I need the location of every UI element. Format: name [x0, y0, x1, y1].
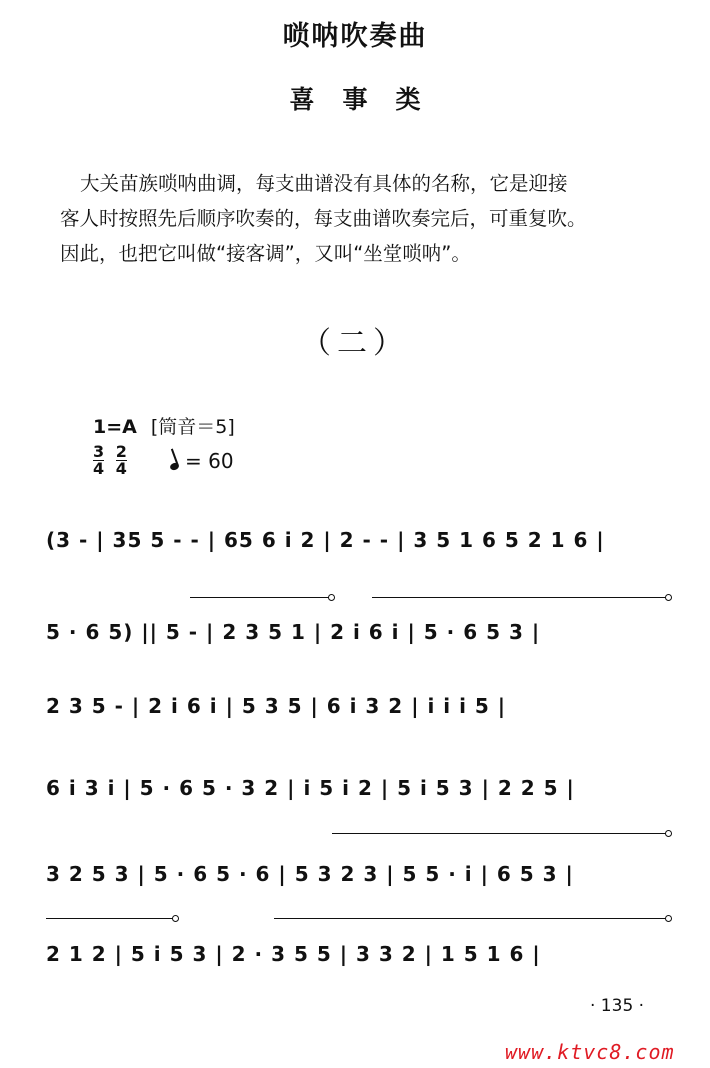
key-label: 1=A — [93, 416, 137, 438]
intro-paragraph — [60, 166, 680, 271]
quarter-note-icon — [169, 462, 180, 472]
time-signature: $\frac{3}{4}$ — [93, 442, 105, 478]
tempo-marking — [170, 449, 234, 473]
tuning-label: [筒音＝5] — [150, 416, 235, 438]
watermark: www.ktvc8.com — [505, 1040, 675, 1064]
score-line: 6 i 3 i | 5 · 6 5 · 3 2 | i 5 i 2 | 5 i 5 3 | 2 2 5 | — [46, 776, 575, 800]
score-line: 5 · 6 5) || 5 - | 2 3 5 1 | 2 i 6 i | 5 · 6 5 3 | — [46, 620, 541, 644]
time-signatures — [93, 444, 133, 477]
section-heading: （二） — [301, 326, 409, 361]
page-subtitle: 喜事类 — [289, 85, 449, 114]
score-line: 3 2 5 3 | 5 · 6 5 · 6 | 5 3 2 3 | 5 5 · i | 6 5 3 | — [46, 862, 574, 886]
slur-mark — [372, 597, 667, 598]
key-signature — [93, 412, 235, 439]
page-title: 唢呐吹奏曲 — [282, 21, 428, 52]
time-signature: $\frac{2}{4}$ — [115, 442, 127, 478]
score-line: (3 - | 35 5 - - | 65 6 i 2 | 2 - - | 3 5 1 6 5 2 1 6 | — [46, 528, 605, 552]
score-line: 2 1 2 | 5 i 5 3 | 2 · 3 5 5 | 3 3 2 | 1 5 1 6 | — [46, 942, 541, 966]
slur-mark — [46, 918, 174, 919]
slur-mark — [190, 597, 330, 598]
tempo-value: = 60 — [185, 449, 234, 473]
intro-line: 大关苗族唢呐曲调，每支曲谱没有具体的名称，它是迎接 — [80, 172, 568, 195]
score-line: 2 3 5 - | 2 i 6 i | 5 3 5 | 6 i 3 2 | i i i 5 | — [46, 694, 507, 718]
slur-mark — [332, 833, 667, 834]
slur-mark — [274, 918, 667, 919]
intro-line: 因此，也把它叫做“接客调”，又叫“坐堂唢呐”。 — [60, 242, 471, 265]
intro-line: 客人时按照先后顺序吹奏的，每支曲谱吹奏完后，可重复吹。 — [60, 207, 587, 230]
page-number: · 135 · — [590, 996, 645, 1016]
